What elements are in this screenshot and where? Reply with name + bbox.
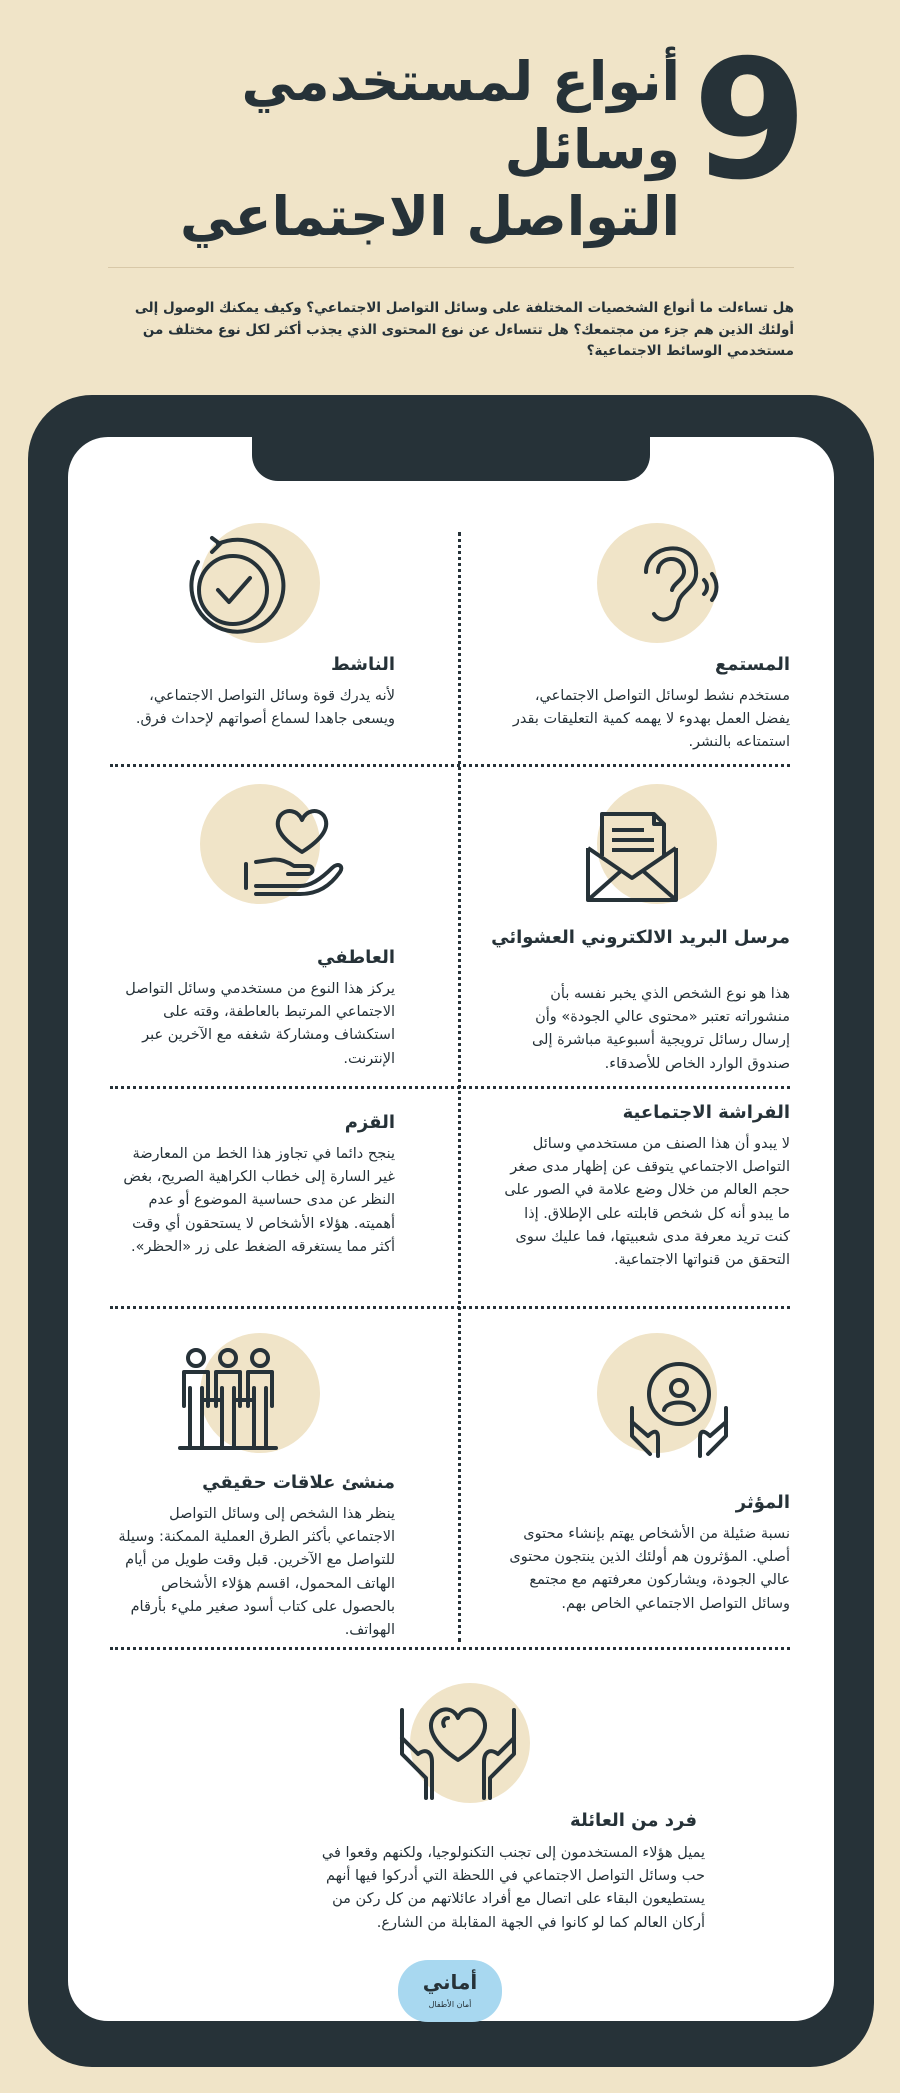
page-title [60,48,680,251]
type-title: منشئ علاقات حقيقي [202,1472,395,1493]
title-number: 9 [692,24,808,216]
type-description: يميل هؤلاء المستخدمون إلى تجنب التكنولوجيا، ولكنهم وقعوا في حب وسائل التواصل الاجتماعي في اللحظة التي أدركوا فيها أنهم يستطيعون البقاء على اتصال مع أفراد عائلاتهم من كل ركن من أركان العالم كما لو كانوا في الجهة المقابلة من الشارع. [321,1845,705,1931]
type-description: مستخدم نشط لوسائل التواصل الاجتماعي، يفضل العمل بهدوء لا يهمه كمية التعليقات بقدر استمتاعه بالنشر. [512,688,790,751]
type-title: فرد من العائلة [570,1810,697,1831]
type-title: المستمع [714,654,790,675]
row-divider [110,1086,790,1089]
logo-text: أماني [422,1970,478,1994]
heart-hand-icon [240,800,350,900]
clock-check-icon [178,532,288,642]
intro-text: هل تساءلت ما أنواع الشخصيات المختلفة على وسائل التواصل الاجتماعي؟ وكيف يمكنك الوصول إلى أولئك الذين هم جزء من مجتمعك؟ هل تتساءل عن نوع المحتوى الذي يجذب أكثر لكل نوع مختلف من مستخدمي الوسائط الاجتماعية؟ [134,300,794,360]
type-description: ينجح دائما في تجاوز هذا الخط من المعارضة غير السارة إلى خطاب الكراهية الصريح، بغض النظر عن مدى حساسية الموضوع أو عدم أهميته. هؤلاء الأشخاص لا يستحقون أي وقت أكثر مما يستغرقه الضغط على زر «الحظر». [123,1146,395,1255]
type-title: الفراشة الاجتماعية [622,1102,790,1123]
type-description: لا يبدو أن هذا الصنف من مستخدمي وسائل التواصل الاجتماعي يتوقف عن إظهار مدى صغر حجم العالم من خلال وضع علامة في الصور على ما يبدو أنه كل شخص قابلته على الإطلاق. إذا كنت تريد معرفة مدى شعبيتها، فما عليك سوى التحقق من قنواتها الاجتماعية. [504,1136,790,1268]
heart-hands-icon [388,1690,528,1802]
people-icon [178,1346,278,1450]
row-divider [110,764,790,767]
type-title: الناشط [330,654,395,675]
header-divider [108,267,794,268]
envelope-icon [584,808,680,904]
type-title: مرسل البريد الالكتروني العشوائي [491,927,790,948]
title-line-1: أنواع لمستخدمي وسائل [241,50,680,181]
type-description: لأنه يدرك قوة وسائل التواصل الاجتماعي، ويسعى جاهدا لسماع أصواتهم لإحداث فرق. [135,688,395,728]
type-title: المؤثر [735,1492,790,1513]
title-line-2: التواصل الاجتماعي [179,185,680,248]
brand-logo [398,1960,502,2022]
influencer-icon [624,1352,734,1462]
type-title: العاطفي [317,947,395,968]
type-description: ينظر هذا الشخص إلى وسائل التواصل الاجتماعي بأكثر الطرق العملية الممكنة: وسيلة للتواصل مع الآخرين. قبل وقت طويل من أيام الهاتف المحمول، اقسم هؤلاء الأشخاص بالحصول على كتاب أسود صغير مليء بأرقام الهواتف. [118,1506,395,1638]
type-title: القزم [344,1112,395,1133]
phone-notch [252,437,650,481]
row-divider [110,1306,790,1309]
logo-subtitle: أمان الأطفال [428,2000,472,2009]
row-divider [110,1647,790,1650]
type-description: هذا هو نوع الشخص الذي يخبر نفسه بأن منشوراته تعتبر «محتوى عالي الجودة» وأن إرسال رسائل ترويجية أسبوعية مباشرة إلى صندوق الوارد الخاص للأصدقاء. [531,986,790,1072]
type-description: يركز هذا النوع من مستخدمي وسائل التواصل الاجتماعي المرتبط بالعاطفة، وقته على استكشاف ومشاركة شغفه مع الآخرين عبر الإنترنت. [125,981,395,1067]
ear-icon [636,530,726,630]
type-description: نسبة ضئيلة من الأشخاص يهتم بإنشاء محتوى أصلي. المؤثرون هم أولئك الذين ينتجون محتوى عالي الجودة، ويشاركون معرفتهم مع مجتمع وسائل التواصل الاجتماعي الخاص بهم. [509,1526,790,1612]
